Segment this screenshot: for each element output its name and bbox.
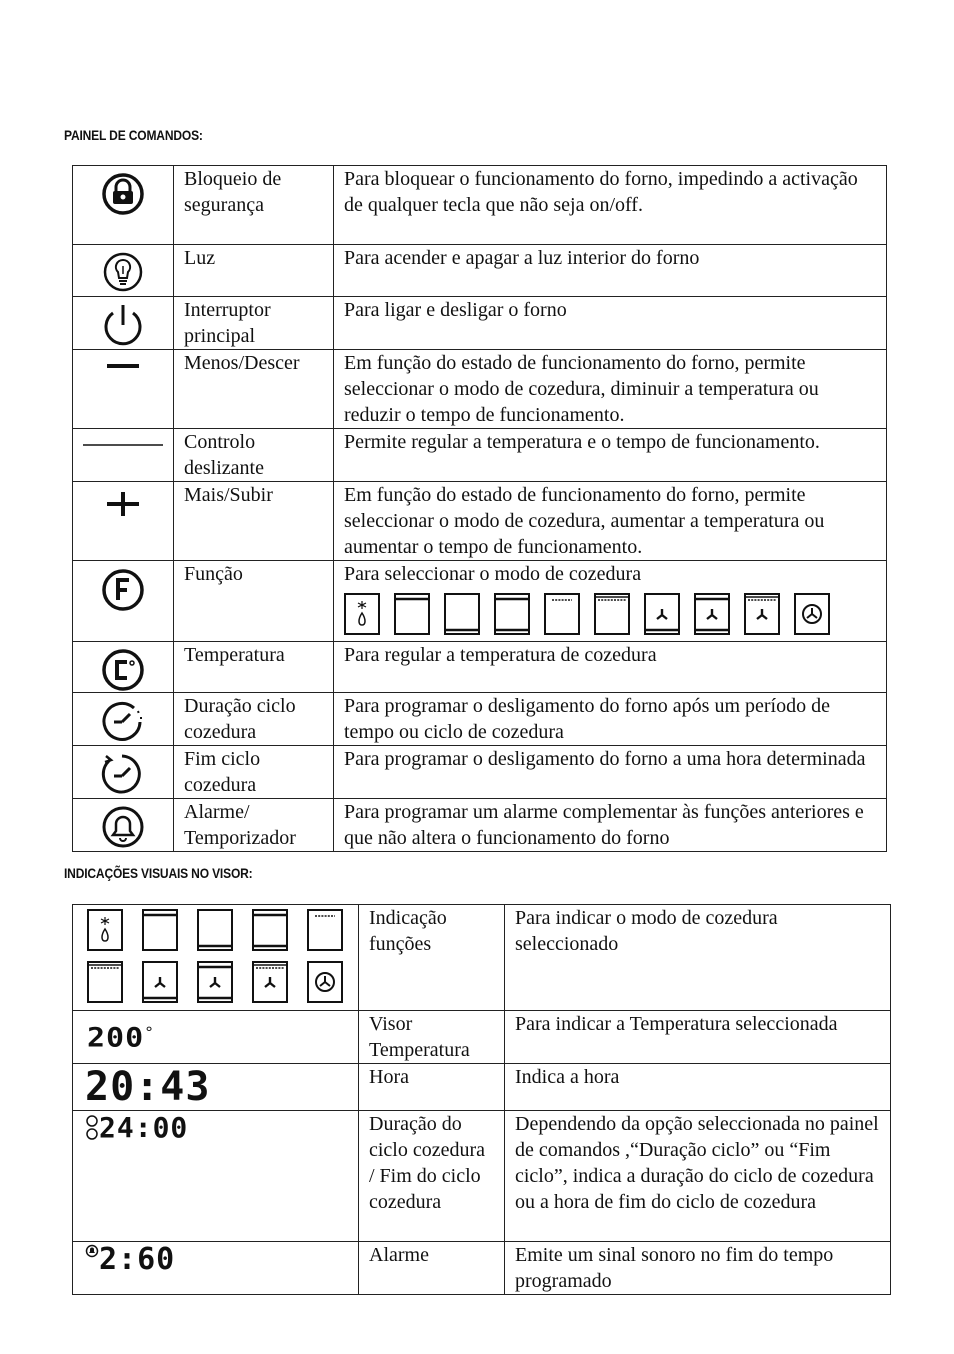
grill-small-icon — [307, 909, 343, 951]
alarm-display — [85, 1244, 358, 1276]
control-name: Alarme/ Temporizador — [174, 799, 334, 852]
mode-icons-row-1 — [87, 909, 352, 951]
duration-display — [85, 1113, 358, 1143]
control-name: Função — [174, 561, 334, 642]
top-bottom-heat-icon — [142, 909, 178, 951]
bell-icon — [100, 805, 146, 849]
pizza-fan-icon — [794, 593, 830, 635]
table-row — [73, 429, 887, 482]
table-row — [73, 905, 891, 1011]
control-desc: Para bloquear o funcionamento do forno, impedindo a activação de qualquer tecla que não seja on/off. — [334, 166, 887, 245]
duration-end-clock-icons — [85, 1113, 99, 1143]
lock-icon — [101, 172, 145, 216]
bottom-heat-icon — [444, 593, 480, 635]
table-row — [73, 245, 887, 297]
end-cycle-clock-icon — [98, 752, 148, 796]
display-title: INDICAÇÕES VISUAIS NO VISOR: — [64, 865, 253, 881]
table-row — [73, 1064, 891, 1111]
clock-display: 20:43 — [85, 1064, 211, 1110]
alarm-value: 2:60 — [99, 1242, 176, 1277]
table-row — [73, 799, 887, 852]
indicator-desc: Indica a hora — [505, 1064, 891, 1111]
fan-top-bottom-icon — [197, 961, 233, 1003]
control-name: Controlo deslizante — [174, 429, 334, 482]
fan-bottom-icon — [644, 593, 680, 635]
control-name: Bloqueio de segurança — [174, 166, 334, 245]
table-row — [73, 642, 887, 693]
control-desc: Para regular a temperatura de cozedura — [334, 642, 887, 693]
control-desc: Em função do estado de funcionamento do forno, permite seleccionar o modo de cozedura, diminuir a temperatura ou reduzir o tempo de funcionamento. — [334, 350, 887, 429]
defrost-icon — [87, 909, 123, 951]
control-name: Mais/Subir — [174, 482, 334, 561]
control-name: Luz — [174, 245, 334, 297]
control-desc: Para seleccionar o modo de cozedura — [344, 563, 642, 585]
control-desc: Em função do estado de funcionamento do forno, permite seleccionar o modo de cozedura, aumentar a temperatura ou aumentar o tempo de funcionamento. — [334, 482, 887, 561]
control-name: Duração ciclo cozedura — [174, 693, 334, 746]
temperature-celsius-icon — [99, 648, 147, 692]
table-row — [73, 746, 887, 799]
table-row — [73, 482, 887, 561]
panel-title: PAINEL DE COMANDOS: — [64, 127, 203, 143]
function-f-icon — [100, 567, 146, 613]
fan-grill-icon — [252, 961, 288, 1003]
indicator-desc: Dependendo da opção seleccionada no painel de comandos ,“Duração ciclo” ou “Fim ciclo”, indica a duração do ciclo de cozedura ou a hora de fim do ciclo de cozedura — [505, 1111, 891, 1242]
grill-large-icon — [87, 961, 123, 1003]
bottom-heat-2-icon — [252, 909, 288, 951]
table-row — [73, 1242, 891, 1295]
control-desc: Para acender e apagar a luz interior do forno — [334, 245, 887, 297]
bottom-heat-icon — [197, 909, 233, 951]
degree-symbol: ° — [144, 1023, 155, 1041]
indicator-desc: Para indicar o modo de cozedura seleccionado — [505, 905, 891, 1011]
fan-top-bottom-icon — [694, 593, 730, 635]
defrost-icon — [344, 593, 380, 635]
display-indicators-table — [72, 904, 891, 1295]
temperature-display — [87, 1017, 358, 1054]
table-row — [73, 693, 887, 746]
grill-small-icon — [544, 593, 580, 635]
control-name: Fim ciclo cozedura — [174, 746, 334, 799]
control-desc: Para programar um alarme complementar às funções anteriores e que não altera o funcionamento do forno — [334, 799, 887, 852]
bottom-heat-2-icon — [494, 593, 530, 635]
table-row — [73, 297, 887, 350]
indicator-name: Alarme — [359, 1242, 505, 1295]
indicator-name: Visor Temperatura — [359, 1011, 505, 1064]
light-bulb-icon — [102, 251, 144, 293]
grill-large-icon — [594, 593, 630, 635]
mode-icons-row-2 — [87, 961, 352, 1003]
indicator-name: Duração do ciclo cozedura / Fim do ciclo cozedura — [359, 1111, 505, 1242]
fan-bottom-icon — [142, 961, 178, 1003]
plus-icon — [103, 488, 143, 520]
fan-grill-icon — [744, 593, 780, 635]
control-desc: Permite regular a temperatura e o tempo de funcionamento. — [334, 429, 887, 482]
control-name: Temperatura — [174, 642, 334, 693]
top-bottom-heat-icon — [394, 593, 430, 635]
indicator-desc: Emite um sinal sonoro no fim do tempo programado — [505, 1242, 891, 1295]
pizza-fan-icon — [307, 961, 343, 1003]
indicator-desc: Para indicar a Temperatura seleccionada — [505, 1011, 891, 1064]
control-name: Menos/Descer — [174, 350, 334, 429]
minus-icon — [103, 356, 143, 376]
control-desc: Para ligar e desligar o forno — [334, 297, 887, 350]
table-row — [73, 1111, 891, 1242]
power-icon — [99, 303, 147, 349]
cooking-mode-icons — [344, 593, 876, 639]
alarm-bell-icon — [85, 1244, 99, 1258]
table-row — [73, 561, 887, 642]
table-row — [73, 350, 887, 429]
control-name: Interruptor principal — [174, 297, 334, 350]
table-row — [73, 1011, 891, 1064]
control-panel-table — [72, 165, 887, 852]
slider-line-icon — [81, 435, 165, 455]
duration-clock-icon — [98, 699, 148, 743]
temperature-value: 200 — [87, 1022, 145, 1054]
duration-value: 24:00 — [99, 1111, 189, 1144]
control-desc: Para programar o desligamento do forno a uma hora determinada — [334, 746, 887, 799]
indicator-name: Hora — [359, 1064, 505, 1111]
control-desc: Para programar o desligamento do forno após um período de tempo ou ciclo de cozedura — [334, 693, 887, 746]
table-row — [73, 166, 887, 245]
indicator-name: Indicação funções — [359, 905, 505, 1011]
